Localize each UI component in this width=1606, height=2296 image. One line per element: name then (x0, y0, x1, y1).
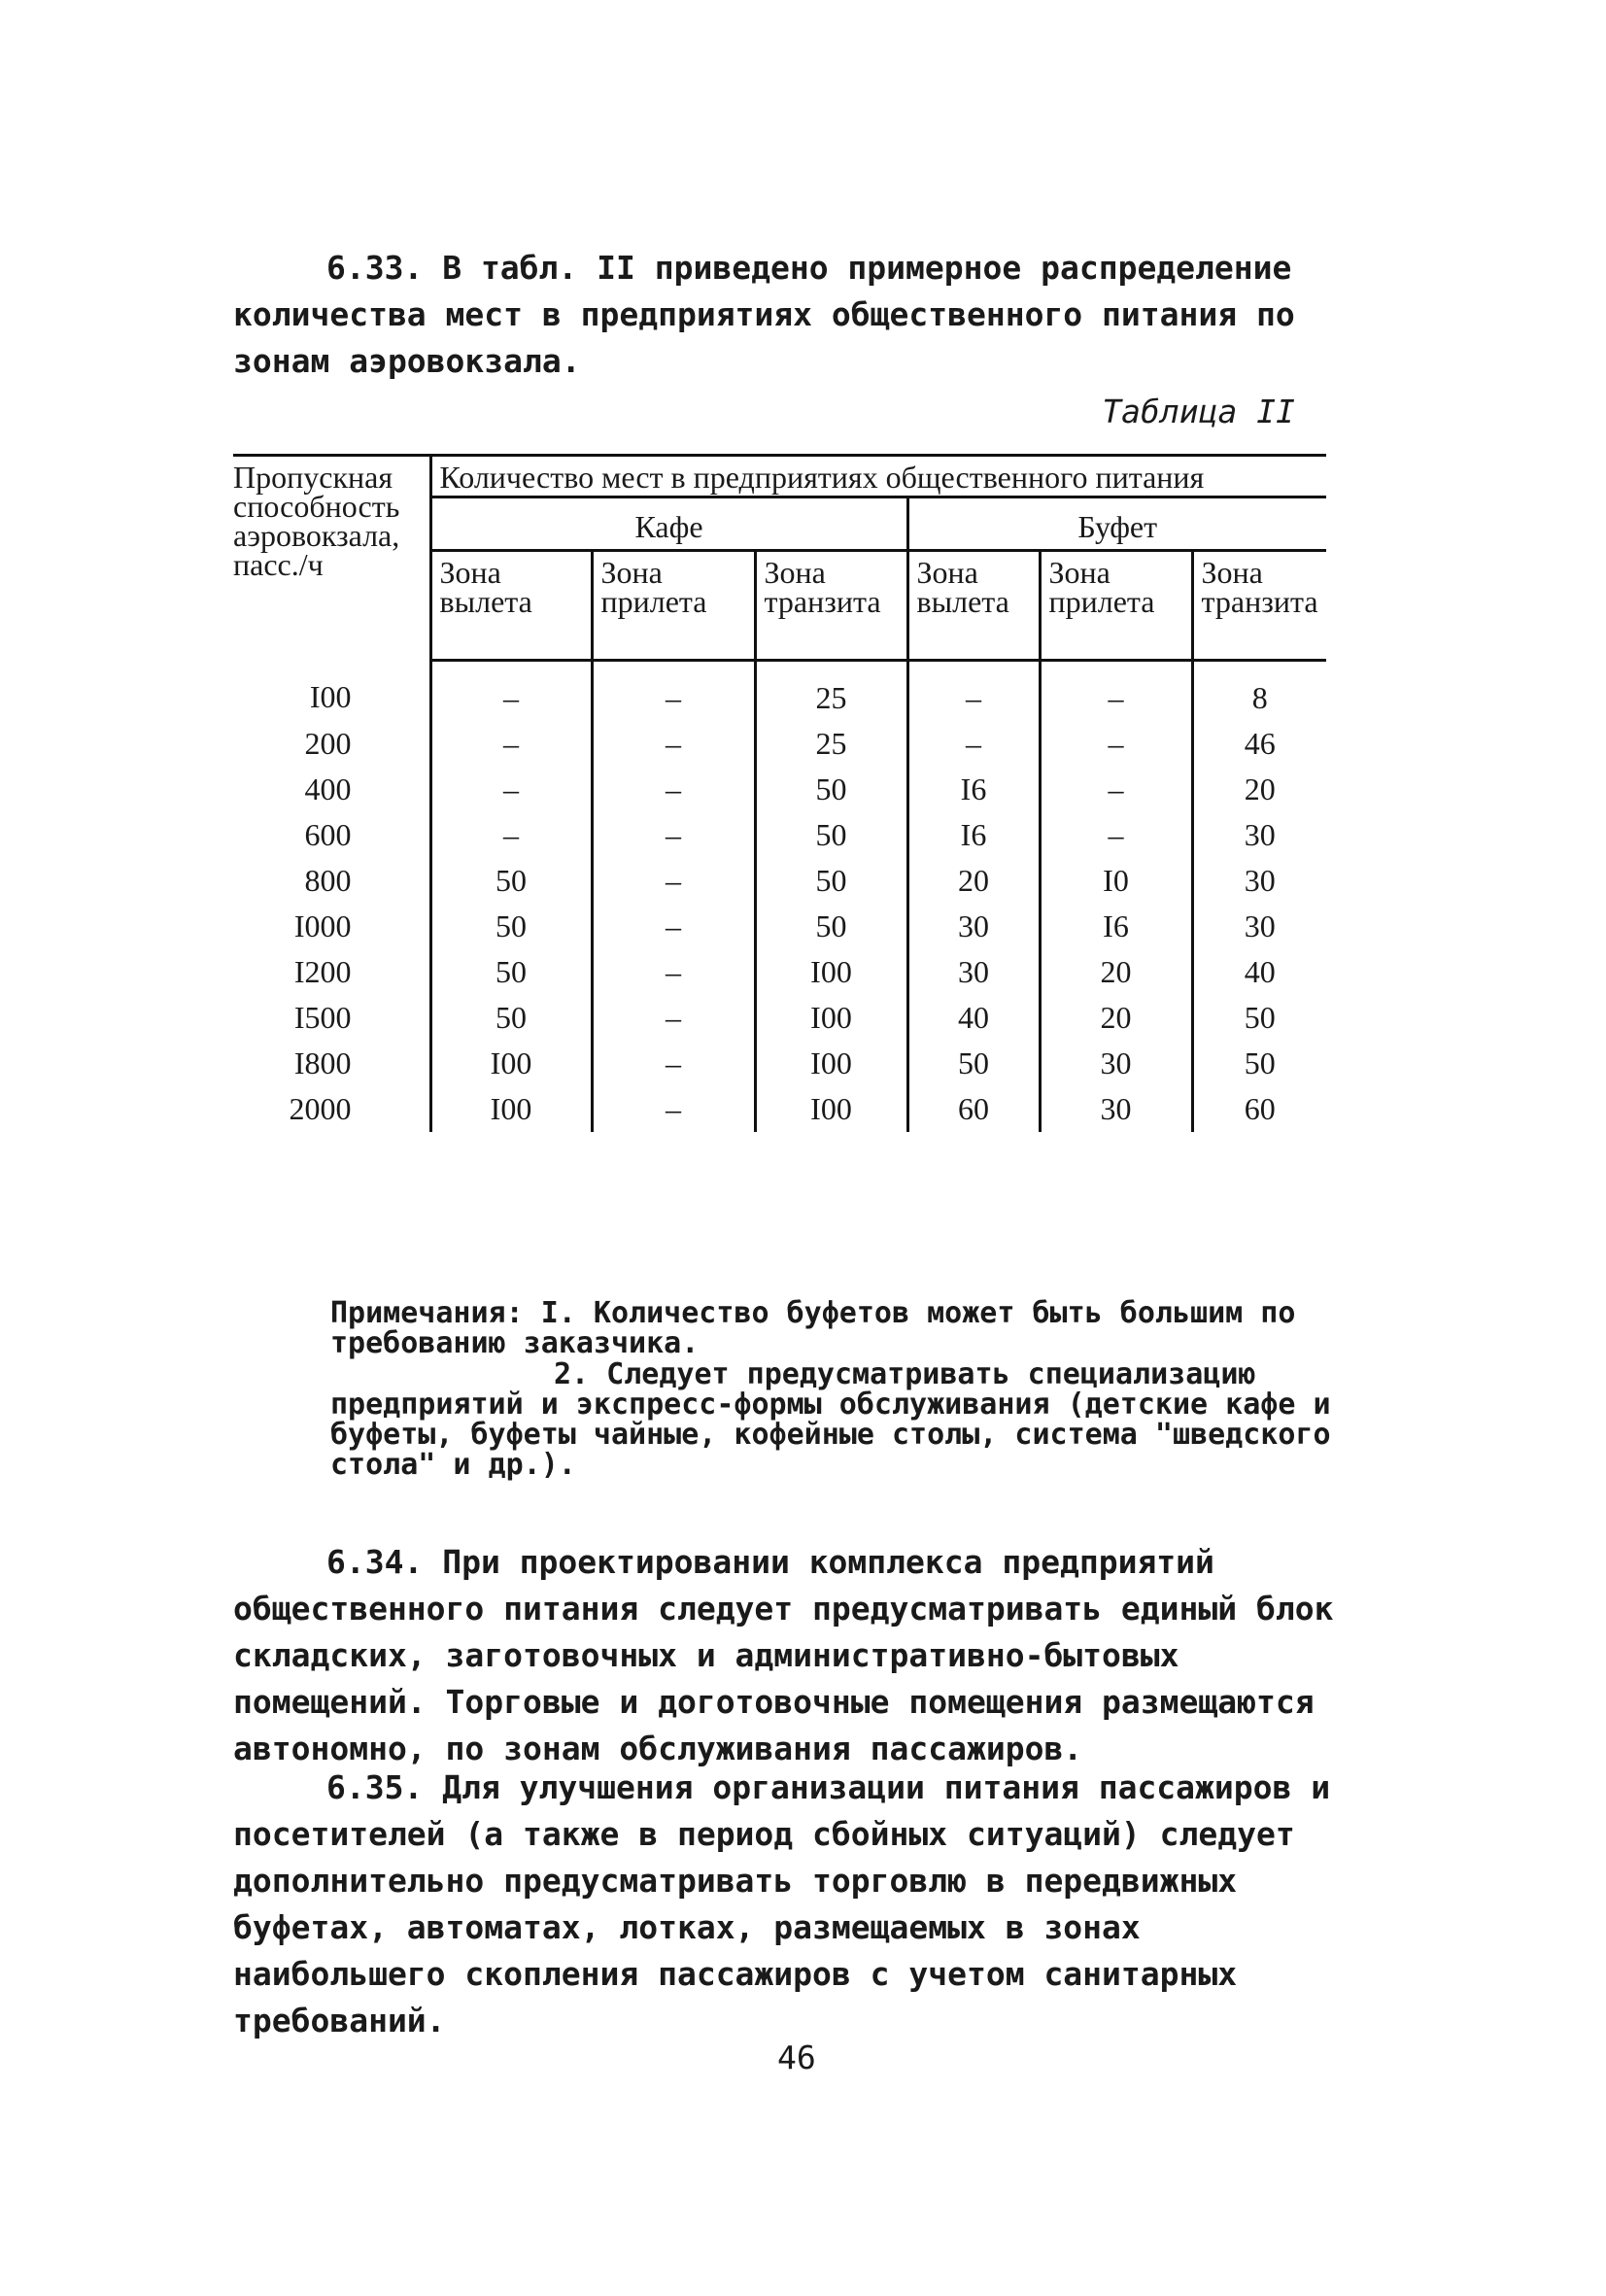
table-cell: I0 (1040, 858, 1192, 904)
table-cell: – (1040, 661, 1192, 722)
table-cell: I00 (755, 1041, 907, 1086)
table-cell: – (592, 949, 755, 995)
table-cell: 40 (907, 995, 1040, 1041)
table-cell: 50 (755, 812, 907, 858)
table-cell: 50 (1192, 1041, 1326, 1086)
table-row (233, 767, 1326, 812)
table-cell: 60 (1192, 1086, 1326, 1132)
header-zone: Зона прилета (592, 551, 755, 661)
table-11 (233, 454, 1326, 1132)
table-cell: 20 (1040, 949, 1192, 995)
table-cell: 20 (1040, 995, 1192, 1041)
table-cell: 50 (430, 995, 592, 1041)
paragraph-6-33 (233, 245, 1350, 385)
table-cell: – (592, 858, 755, 904)
table-cell: – (592, 767, 755, 812)
header-zone: Зона транзита (755, 551, 907, 661)
table-row (233, 1086, 1326, 1132)
paragraph-6-35-text: 6.35. Для улучшения организации питания пассажиров и посетителей (а также в период сбойных ситуаций) следует дополнительно предусматривать торговлю в передвижных буфетах, автоматах, лотках, размещаемых в зонах наибольшего скопления пассажиров с учетом санитарных требований. (233, 1768, 1331, 2039)
table-cell: I6 (1040, 904, 1192, 949)
table-cell: – (1040, 721, 1192, 767)
table-row (233, 661, 1326, 722)
table-cell: 40 (1192, 949, 1326, 995)
header-main: Количество мест в предприятиях общественного питания (430, 456, 1326, 497)
table-cell: – (592, 721, 755, 767)
header-group-buffet: Буфет (907, 497, 1326, 551)
table-cell: – (430, 661, 592, 722)
table-row (233, 995, 1326, 1041)
table-cell: 2000 (289, 1091, 352, 1126)
table-cell: 25 (755, 721, 907, 767)
table-cell: I200 (293, 954, 352, 989)
table-cell: 200 (304, 726, 352, 761)
table-cell: 25 (755, 661, 907, 722)
table-cell: – (1040, 767, 1192, 812)
table-cell: – (592, 812, 755, 858)
table-cell: 50 (755, 858, 907, 904)
table-row (233, 858, 1326, 904)
table-cell: – (907, 721, 1040, 767)
table-cell: I00 (755, 949, 907, 995)
table-cell: – (592, 995, 755, 1041)
table-caption: Таблица II (1102, 393, 1295, 430)
note-1: Примечания: I. Количество буфетов может быть большим по требованию заказчика. (330, 1296, 1296, 1360)
table-cell: 30 (1192, 858, 1326, 904)
table-cell: 30 (1192, 812, 1326, 858)
table-cell: I6 (907, 767, 1040, 812)
table-cell: I00 (430, 1041, 592, 1086)
paragraph-6-35 (233, 1765, 1350, 2044)
table-cell: – (430, 721, 592, 767)
table-cell: – (592, 1041, 755, 1086)
table-cell: 60 (907, 1086, 1040, 1132)
table-cell: 30 (907, 904, 1040, 949)
table-cell: 50 (430, 949, 592, 995)
header-zone: Зона прилета (1040, 551, 1192, 661)
table-cell: 50 (755, 767, 907, 812)
header-zone: Зона вылета (430, 551, 592, 661)
header-throughput: Пропускная способность аэровокзала, пасс./ч (233, 460, 400, 582)
table-cell: 50 (430, 858, 592, 904)
table-cell: I00 (430, 1086, 592, 1132)
table-cell: I00 (309, 679, 352, 715)
table-row (233, 904, 1326, 949)
paragraph-6-34 (233, 1539, 1350, 1772)
table-row (233, 721, 1326, 767)
table-cell: 50 (430, 904, 592, 949)
table-cell: – (907, 661, 1040, 722)
table-cell: 30 (1192, 904, 1326, 949)
table-cell: I00 (755, 1086, 907, 1132)
table-cell: 20 (1192, 767, 1326, 812)
table-cell: I6 (907, 812, 1040, 858)
table-cell: 50 (1192, 995, 1326, 1041)
table-cell: 30 (907, 949, 1040, 995)
table-cell: 8 (1192, 661, 1326, 722)
note-2: 2. Следует предусматривать специализацию предприятий и экспресс-формы обслуживания (детские кафе и буфеты, буфеты чайные, кофейные столы, система "шведского стола" и др.). (330, 1357, 1331, 1482)
table-cell: 30 (1040, 1041, 1192, 1086)
table-cell: 600 (304, 817, 352, 852)
table-cell: – (1040, 812, 1192, 858)
paragraph-6-34-text: 6.34. При проектировании комплекса предприятий общественного питания следует предусматривать единый блок складских, заготовочных и административно-бытовых помещений. Торговые и доготовочные помещения размещаются автономно, по зонам обслуживания пассажиров. (233, 1543, 1334, 1767)
table-cell: I000 (293, 908, 352, 943)
header-zone: Зона вылета (907, 551, 1040, 661)
table-row (233, 812, 1326, 858)
table-row (233, 1041, 1326, 1086)
table-cell: 20 (907, 858, 1040, 904)
table-cell: – (430, 767, 592, 812)
table-cell: 46 (1192, 721, 1326, 767)
table-cell: – (430, 812, 592, 858)
table-cell: I00 (755, 995, 907, 1041)
table-cell: 30 (1040, 1086, 1192, 1132)
table-cell: – (592, 904, 755, 949)
header-group-cafe: Кафе (430, 497, 907, 551)
table-cell: – (592, 661, 755, 722)
paragraph-6-33-text: 6.33. В табл. II приведено примерное распределение количества мест в предприятиях общественного питания по зонам аэровокзала. (233, 249, 1295, 380)
table-cell: 800 (304, 863, 352, 898)
table-cell: 50 (907, 1041, 1040, 1086)
table-cell: 50 (755, 904, 907, 949)
table-cell: I800 (293, 1045, 352, 1080)
table-row (233, 949, 1326, 995)
header-zone: Зона транзита (1192, 551, 1326, 661)
table-cell: 400 (304, 771, 352, 806)
table-cell: – (592, 1086, 755, 1132)
page-number: 46 (777, 2039, 816, 2076)
table-cell: I500 (293, 1000, 352, 1035)
